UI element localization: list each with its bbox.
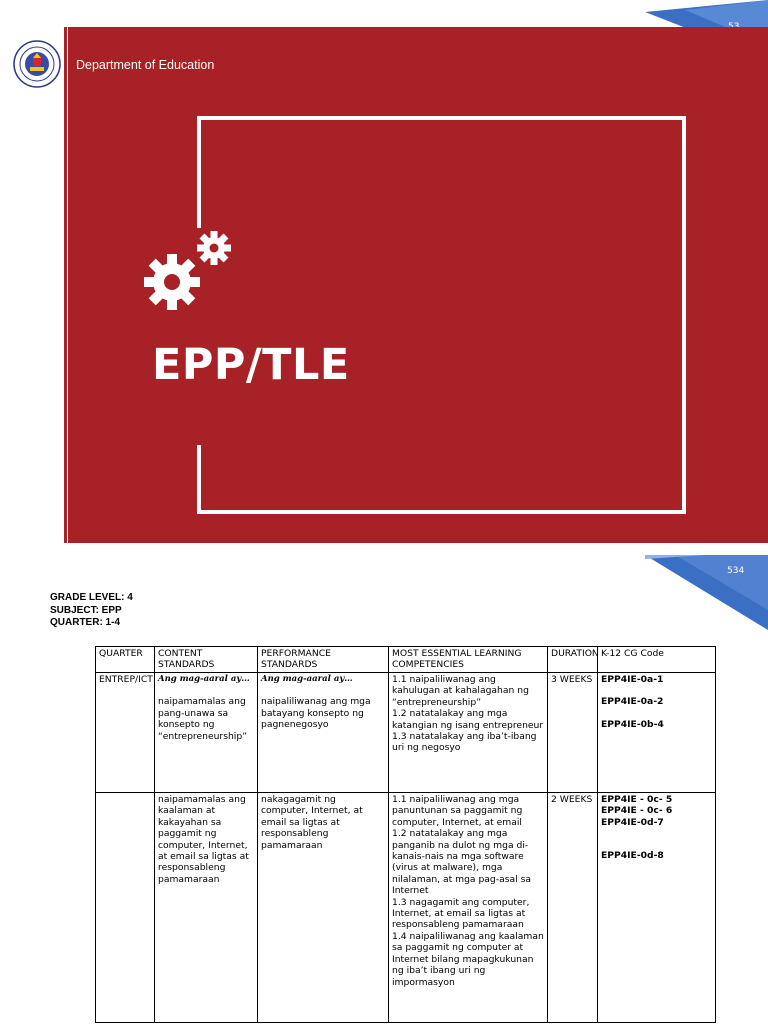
deped-seal-icon xyxy=(13,40,61,88)
document-metadata xyxy=(50,592,133,630)
table-row xyxy=(96,793,716,1023)
cg-code: EPP4IE-0b-4 xyxy=(601,718,664,730)
cell-quarter xyxy=(96,793,155,1023)
header-content-standards: CONTENT STANDARDS xyxy=(155,647,258,673)
left-divider-line xyxy=(64,27,67,543)
competency-item: 1.4 naipaliliwanag ang kaalaman sa paggamit ng computer at Internet bilang mapagkukunan ng iba’t ibang uri ng impormasyon xyxy=(392,930,544,988)
cell-performance-standards xyxy=(258,673,389,793)
white-frame-border xyxy=(195,115,688,515)
competency-item: 1.2 natatalakay ang mga panganib na dulot ng mga di- kanais-nais na mga software (virus at malware), mga nilalaman, at mga pag-asal sa Internet xyxy=(392,828,532,897)
competency-item: 1.3 nagagamit ang computer, Internet, at email sa ligtas at responsableng pamamaraan xyxy=(392,896,530,931)
gears-icon xyxy=(140,226,240,316)
table-header-row xyxy=(96,647,716,673)
cg-code: EPP4IE - 0c- 6 xyxy=(601,805,673,817)
cell-performance-standards xyxy=(258,793,389,1023)
corner-triangle-decoration xyxy=(645,555,768,630)
header-duration: DURATION xyxy=(548,647,598,673)
competency-item: 1.3 natatalakay ang iba’t-ibang uri ng negosyo xyxy=(392,731,537,754)
performance-lead: Ang mag-aaral ay… xyxy=(261,674,353,684)
cell-content-standards xyxy=(155,673,258,793)
header-competencies: MOST ESSENTIAL LEARNING COMPETENCIES xyxy=(389,647,548,673)
header-quarter: QUARTER xyxy=(96,647,155,673)
header-performance-standards: PERFORMANCE STANDARDS xyxy=(258,647,389,673)
cell-code xyxy=(598,793,716,1023)
cg-code: EPP4IE - 0c- 5 xyxy=(601,794,673,805)
table-row xyxy=(96,673,716,793)
cover-title: EPP/TLE xyxy=(152,340,350,390)
competency-item: 1.1 naipaliliwanag ang kahulugan at kahalagahan ng “entrepreneurship” xyxy=(392,674,529,708)
cell-duration: 3 WEEKS xyxy=(548,673,598,793)
content-text: naipamamalas ang pang-unawa sa konsepto ng “entrepreneurship” xyxy=(158,696,247,742)
department-name: Department of Education xyxy=(76,58,215,72)
page-number: 534 xyxy=(727,566,745,576)
cg-code: EPP4IE-0a-2 xyxy=(601,696,664,708)
melc-table xyxy=(95,646,716,1023)
content-text: naipamamalas ang kaalaman at kakayahan sa paggamit ng computer, Internet, at email sa ligtas at responsableng pamamaraan xyxy=(158,794,249,885)
performance-text: naipaliliwanag ang mga batayang konsepto ng pagnenegosyo xyxy=(261,696,371,731)
performance-text: nakagagamit ng computer, Internet, at email sa ligtas at responsableng pamamaraan xyxy=(261,794,363,851)
cell-quarter: ENTREP/ICT xyxy=(96,673,155,793)
cg-code: EPP4IE-0d-8 xyxy=(601,850,664,862)
header-code: K-12 CG Code xyxy=(598,647,716,673)
grade-level: GRADE LEVEL: 4 xyxy=(50,592,133,603)
content-lead: Ang mag-aaral ay… xyxy=(158,674,250,684)
cell-competencies xyxy=(389,673,548,793)
cell-code xyxy=(598,673,716,793)
cg-code: EPP4IE-0d-7 xyxy=(601,816,664,828)
cell-duration: 2 WEEKS xyxy=(548,793,598,1023)
subject: SUBJECT: EPP xyxy=(50,604,122,616)
cell-content-standards xyxy=(155,793,258,1023)
cg-code: EPP4IE-0a-1 xyxy=(601,674,664,685)
quarter: QUARTER: 1-4 xyxy=(50,617,121,628)
competency-item: 1.1 naipaliliwanag ang mga panuntunan sa paggamit ng computer, Internet, at email xyxy=(392,794,523,828)
competency-item: 1.2 natatalakay ang mga katangian ng isang entrepreneur xyxy=(392,708,544,731)
cell-competencies xyxy=(389,793,548,1023)
